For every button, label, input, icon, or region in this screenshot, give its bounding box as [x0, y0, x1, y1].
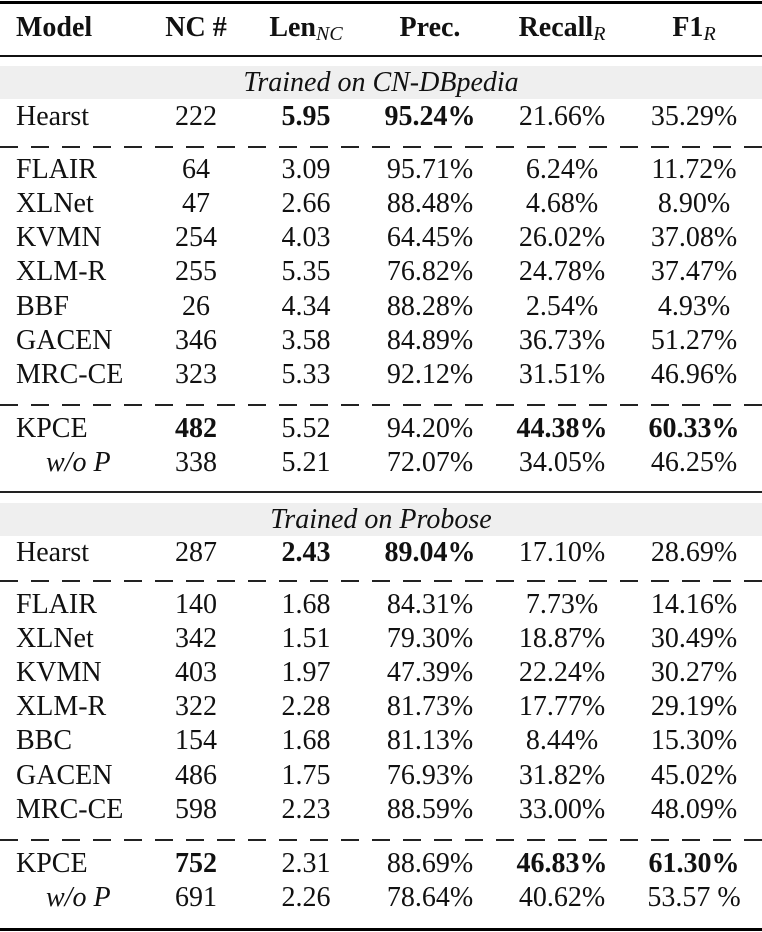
table-cell: 35.29% — [650, 101, 738, 132]
table-row-ablation — [0, 446, 762, 480]
table-cell: 752 — [175, 848, 217, 879]
header-nc: NC # — [165, 12, 227, 43]
table-cell: 44.38% — [516, 413, 608, 444]
table-cell: 22.24% — [518, 657, 606, 688]
table-cell: 691 — [175, 882, 217, 913]
table-row — [0, 724, 762, 758]
table-row — [0, 290, 762, 324]
header-row — [0, 11, 762, 45]
table-cell: 46.96% — [650, 359, 738, 390]
table-row — [0, 656, 762, 690]
table-cell: 34.05% — [518, 447, 606, 478]
table-row — [0, 690, 762, 724]
table-cell: BBC — [16, 725, 73, 756]
table-cell: 95.24% — [384, 101, 476, 132]
table-cell: 346 — [175, 325, 217, 356]
table-cell: 2.66 — [281, 188, 331, 219]
table-cell: 61.30% — [648, 848, 740, 879]
table-cell: 28.69% — [650, 537, 738, 568]
table-cell: KVMN — [16, 222, 102, 253]
table-cell: MRC-CE — [16, 794, 124, 825]
table-cell: 78.64% — [386, 882, 474, 913]
header-len: Len$_{NC}$ — [269, 12, 343, 45]
table-cell: 36.73% — [518, 325, 606, 356]
header-recall: Recall$_R$ — [518, 12, 606, 45]
table-cell: 1.68 — [281, 589, 331, 620]
table-cell: 47.39% — [386, 657, 474, 688]
section-rule — [0, 491, 762, 493]
table-cell: 3.09 — [281, 154, 331, 185]
table-cell: XLM-R — [16, 691, 107, 722]
table-cell: 2.54% — [525, 291, 599, 322]
table-row — [0, 622, 762, 656]
bottom-rule — [0, 928, 762, 931]
table-cell: 5.35 — [281, 256, 331, 287]
table-cell: 18.87% — [518, 623, 606, 654]
table-cell: 88.69% — [386, 848, 474, 879]
table-cell: 4.34 — [281, 291, 331, 322]
table-cell: 15.30% — [650, 725, 738, 756]
table-cell: 81.13% — [386, 725, 474, 756]
table-cell: XLM-R — [16, 256, 107, 287]
table-cell: 2.43 — [281, 537, 331, 568]
table-cell: 84.89% — [386, 325, 474, 356]
table-cell: 1.51 — [281, 623, 331, 654]
table-cell: 322 — [175, 691, 217, 722]
table-cell: 255 — [175, 256, 217, 287]
table-cell: 94.20% — [386, 413, 474, 444]
table-cell: Hearst — [16, 537, 90, 568]
table-cell: 81.73% — [386, 691, 474, 722]
table-cell: 21.66% — [518, 101, 606, 132]
dashed-divider — [0, 146, 762, 148]
table-cell: 482 — [175, 413, 217, 444]
table-cell: 2.23 — [281, 794, 331, 825]
table-cell: 254 — [175, 222, 217, 253]
table-cell: 37.08% — [650, 222, 738, 253]
table-cell: 51.27% — [650, 325, 738, 356]
dashed-divider — [0, 404, 762, 406]
table-cell: 47 — [182, 188, 210, 219]
table-row — [0, 324, 762, 358]
table-cell: GACEN — [16, 760, 113, 791]
table-cell: 323 — [175, 359, 217, 390]
table-cell: 88.59% — [386, 794, 474, 825]
table-cell: KPCE — [16, 413, 88, 444]
table-cell: 8.44% — [525, 725, 599, 756]
table-cell: 26 — [182, 291, 210, 322]
table-cell: 79.30% — [386, 623, 474, 654]
section-title-cndbpedia: Trained on CN-DBpedia — [0, 66, 762, 99]
table-cell: 3.58 — [281, 325, 331, 356]
table-cell: BBF — [16, 291, 69, 322]
table-cell: 64.45% — [386, 222, 474, 253]
table-row — [0, 255, 762, 289]
table-row — [0, 588, 762, 622]
table-cell: 486 — [175, 760, 217, 791]
table-cell: 154 — [175, 725, 217, 756]
table-cell: 403 — [175, 657, 217, 688]
table-cell: 60.33% — [648, 413, 740, 444]
dashed-divider — [0, 839, 762, 841]
table-row — [0, 759, 762, 793]
top-rule — [0, 1, 762, 4]
table-cell: 222 — [175, 101, 217, 132]
table-row — [0, 793, 762, 827]
table-cell: 29.19% — [650, 691, 738, 722]
section-title-probose: Trained on Probose — [0, 503, 762, 536]
table-cell: 140 — [175, 589, 217, 620]
table-cell: FLAIR — [16, 589, 97, 620]
table-cell: 46.25% — [650, 447, 738, 478]
table-cell: 88.48% — [386, 188, 474, 219]
table-cell: KPCE — [16, 848, 88, 879]
table-cell: 342 — [175, 623, 217, 654]
table-cell: 46.83% — [516, 848, 608, 879]
table-row — [0, 221, 762, 255]
table-cell: 30.49% — [650, 623, 738, 654]
table-cell: 14.16% — [650, 589, 738, 620]
table-row-ours — [0, 412, 762, 446]
table-cell: 7.73% — [525, 589, 599, 620]
table-cell: 6.24% — [525, 154, 599, 185]
dashed-divider — [0, 580, 762, 582]
table-cell: XLNet — [16, 623, 94, 654]
table-cell: 76.82% — [386, 256, 474, 287]
table-cell: 31.51% — [518, 359, 606, 390]
table-cell: 287 — [175, 537, 217, 568]
table-cell: 92.12% — [386, 359, 474, 390]
table-cell: 4.68% — [525, 188, 599, 219]
table-cell: KVMN — [16, 657, 102, 688]
table-cell: 48.09% — [650, 794, 738, 825]
table-cell: 1.75 — [281, 760, 331, 791]
table-cell: 88.28% — [386, 291, 474, 322]
table-cell: 338 — [175, 447, 217, 478]
table-cell: 64 — [182, 154, 210, 185]
table-cell: w/o P — [46, 447, 111, 478]
table-cell: 1.97 — [281, 657, 331, 688]
table-cell: 17.10% — [518, 537, 606, 568]
table-cell: MRC-CE — [16, 359, 124, 390]
table-cell: 40.62% — [518, 882, 606, 913]
table-cell: 2.26 — [281, 882, 331, 913]
table-cell: 72.07% — [386, 447, 474, 478]
table-cell: 2.31 — [281, 848, 331, 879]
table-cell: 24.78% — [518, 256, 606, 287]
table-cell: Hearst — [16, 101, 90, 132]
table-cell: FLAIR — [16, 154, 97, 185]
table-cell: 95.71% — [386, 154, 474, 185]
table-row — [0, 187, 762, 221]
header-prec: Prec. — [399, 12, 461, 43]
header-rule — [0, 55, 762, 57]
table-cell: 4.93% — [657, 291, 731, 322]
header-f1: $F1_R$ — [672, 12, 716, 45]
table-cell: 1.68 — [281, 725, 331, 756]
table-cell: 84.31% — [386, 589, 474, 620]
table-cell: 598 — [175, 794, 217, 825]
table-cell: 5.95 — [281, 101, 331, 132]
table-row — [0, 536, 762, 570]
table-cell: 17.77% — [518, 691, 606, 722]
table-cell: 5.52 — [281, 413, 331, 444]
table-cell: w/o P — [46, 882, 111, 913]
table-row — [0, 153, 762, 187]
table-cell: 11.72% — [651, 154, 737, 185]
table-cell: 26.02% — [518, 222, 606, 253]
table-cell: 89.04% — [384, 537, 476, 568]
table-row-ours — [0, 847, 762, 881]
table-cell: GACEN — [16, 325, 113, 356]
table-row-ablation — [0, 881, 762, 915]
table-cell: 2.28 — [281, 691, 331, 722]
table-row — [0, 358, 762, 392]
table-cell: 8.90% — [657, 188, 731, 219]
table-cell: 37.47% — [650, 256, 738, 287]
table-cell: 76.93% — [386, 760, 474, 791]
table-row — [0, 100, 762, 134]
table-cell: 4.03 — [281, 222, 331, 253]
table-cell: 45.02% — [650, 760, 738, 791]
table-cell: 31.82% — [518, 760, 606, 791]
header-model: Model — [16, 12, 93, 43]
table-cell: 33.00% — [518, 794, 606, 825]
table-cell: 53.57 % — [647, 882, 741, 913]
table-cell: 30.27% — [650, 657, 738, 688]
table-cell: 5.33 — [281, 359, 331, 390]
table-cell: 5.21 — [281, 447, 331, 478]
table-cell: XLNet — [16, 188, 94, 219]
